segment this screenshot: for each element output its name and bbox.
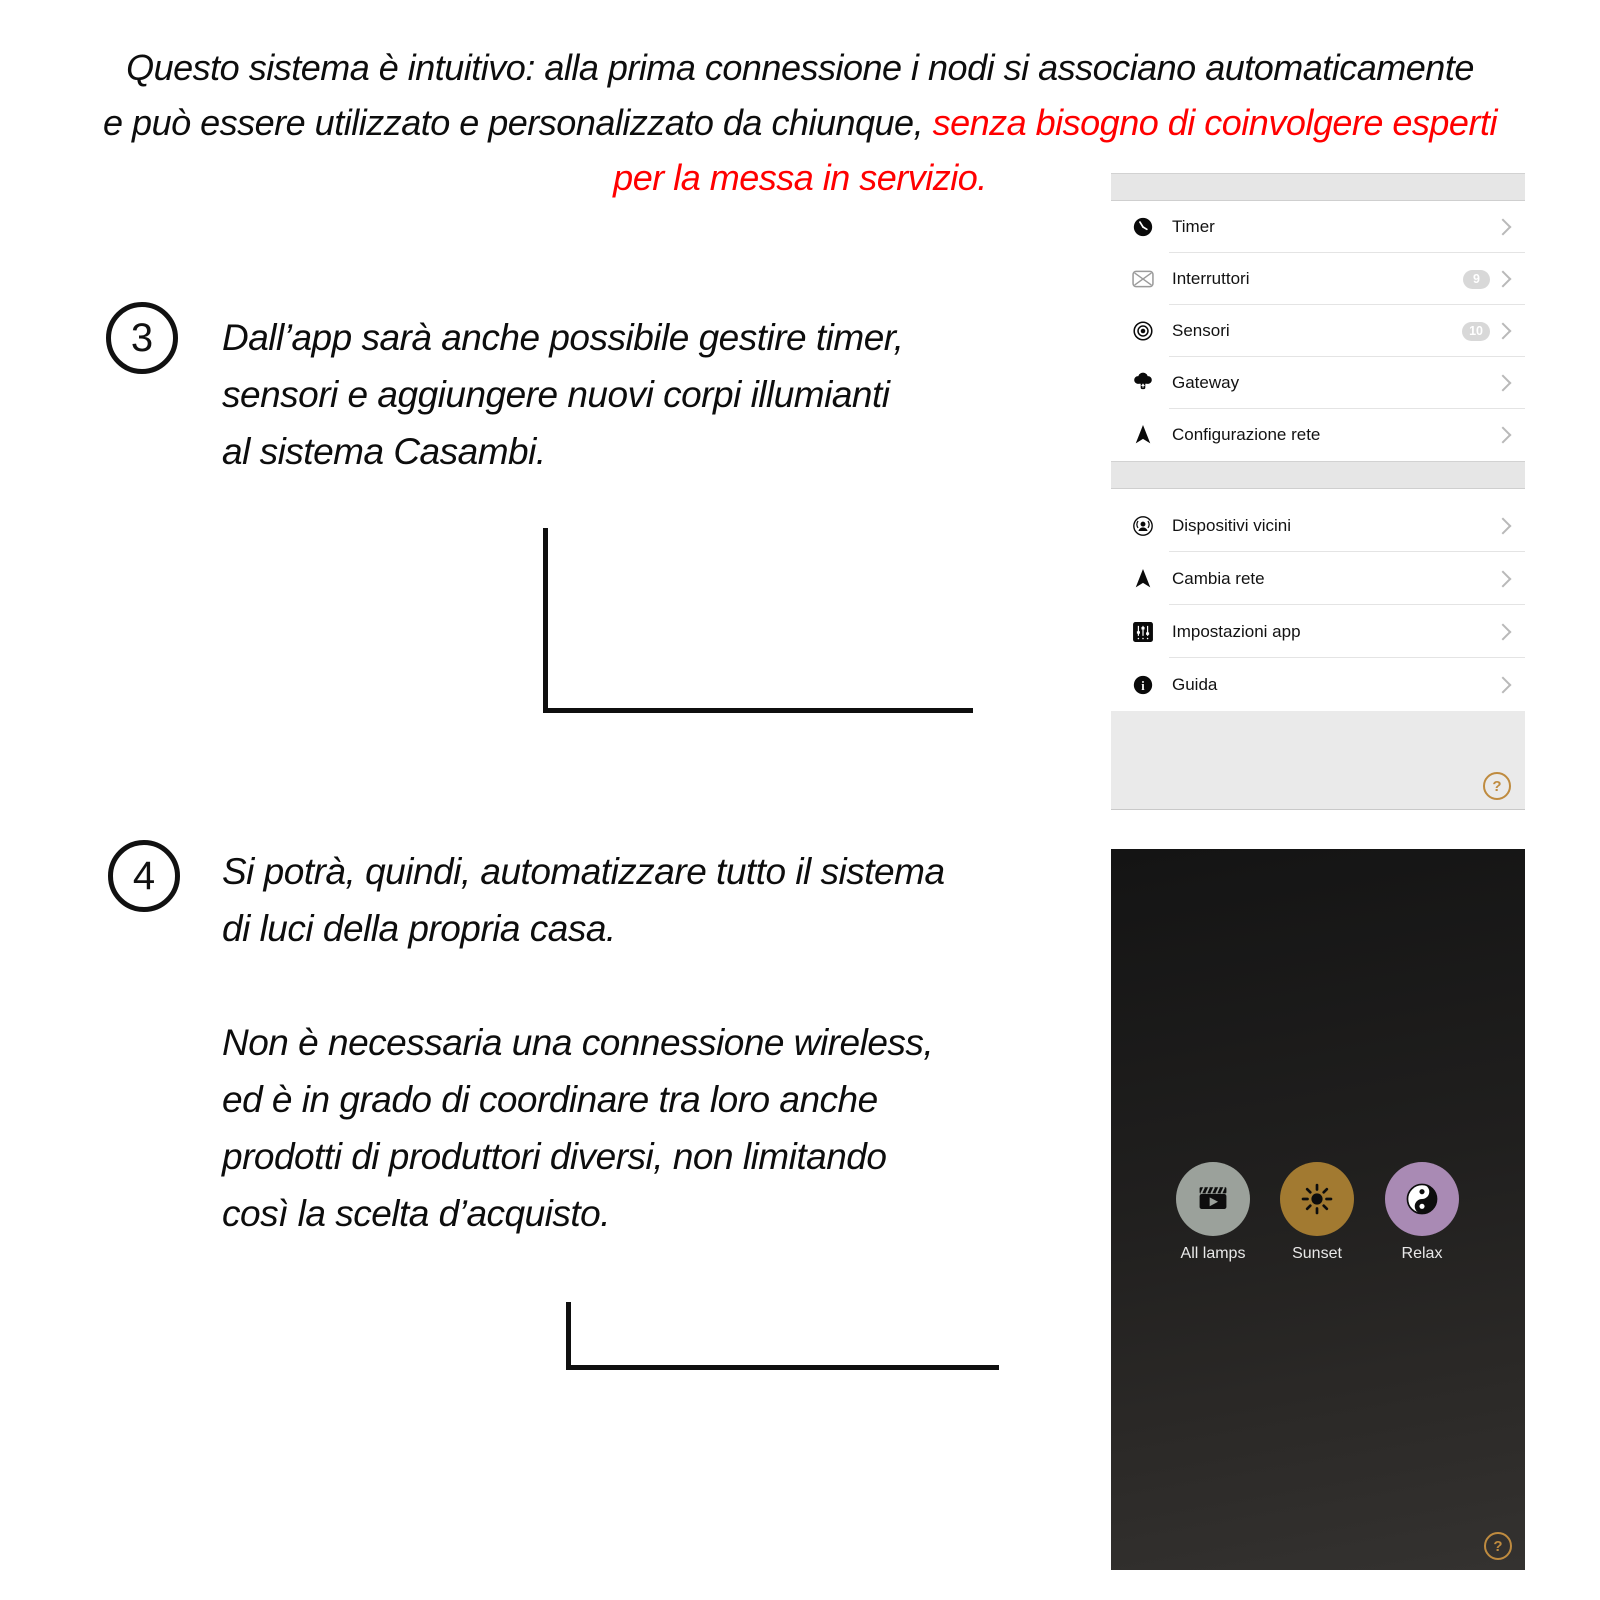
intro-line-1: Questo sistema è intuitivo: alla prima connessione i nodi si associano automaticamente (126, 47, 1474, 88)
menu-section-divider-band (1111, 461, 1525, 489)
chevron-right-icon (1495, 375, 1512, 392)
menu-item-label: Interruttori (1172, 269, 1250, 288)
scene-label: Sunset (1292, 1245, 1342, 1262)
scene-circle-relax[interactable] (1385, 1162, 1459, 1236)
menu-item-timer[interactable] (1111, 201, 1525, 253)
app-scenes-screenshot (1111, 849, 1525, 1570)
step-4-number: 4 (132, 853, 156, 898)
menu-item-label: Cambia rete (1172, 568, 1265, 588)
menu-item-dispositivi-vicini[interactable] (1111, 499, 1525, 552)
menu-item-impostazioni-app[interactable] (1111, 605, 1525, 658)
timer-icon (1129, 213, 1157, 241)
chevron-right-icon (1495, 570, 1512, 587)
menu-item-label: Impostazioni app (1172, 621, 1301, 641)
sun-icon (1298, 1180, 1336, 1218)
menu-header-band (1111, 173, 1525, 201)
scene-circle-sunset[interactable] (1280, 1162, 1354, 1236)
intro-line-3: per la messa in servizio. (613, 157, 987, 198)
connector-line-2-horizontal (566, 1365, 999, 1370)
clapperboard-icon (1194, 1180, 1232, 1218)
menu-item-label: Sensori (1172, 321, 1230, 340)
chevron-right-icon (1495, 517, 1512, 534)
step-3-text: Dall’app sarà anche possibile gestire timer, sensori e aggiungere nuovi corpi illumianti al sistema Casambi. (222, 317, 904, 472)
connector-line-2-vertical (566, 1302, 571, 1370)
menu-item-cambia-rete[interactable] (1111, 552, 1525, 605)
nearby-devices-icon (1129, 512, 1157, 540)
connector-line-1-horizontal (543, 708, 973, 713)
menu-item-label: Configurazione rete (1172, 425, 1321, 444)
count-badge: 10 (1462, 322, 1490, 341)
gateway-icon (1129, 369, 1157, 397)
connector-line-1-vertical (543, 528, 548, 713)
menu-item-guida[interactable] (1111, 658, 1525, 711)
step-4-text-paragraph-1: Si potrà, quindi, automatizzare tutto il sistema di luci della propria casa. (222, 851, 945, 949)
chevron-right-icon (1495, 271, 1512, 288)
count-badge: 9 (1463, 270, 1490, 289)
intro-line-2-red: senza bisogno di coinvolgere esperti (932, 102, 1497, 143)
menu-item-label: Timer (1172, 217, 1215, 236)
menu-item-sensori[interactable] (1111, 305, 1525, 357)
step-4-number-badge (108, 840, 180, 912)
scene-all-lamps[interactable] (1153, 1162, 1273, 1263)
help-button-dark[interactable]: ? (1484, 1532, 1512, 1560)
menu-item-label: Gateway (1172, 373, 1240, 392)
scene-label: Relax (1401, 1245, 1443, 1262)
menu-section-1 (1111, 201, 1525, 461)
nav-arrow-icon (1129, 421, 1157, 449)
menu-item-gateway[interactable] (1111, 357, 1525, 409)
step-4-text-paragraph-2: Non è necessaria una connessione wireless, ed è in grado di coordinare tra loro anche prodotti di produttori diversi, non limitando così la scelta d’acquisto. (222, 1022, 934, 1234)
menu-item-label: Guida (1172, 674, 1218, 694)
scene-sunset[interactable] (1257, 1162, 1377, 1263)
info-icon (1129, 671, 1157, 699)
menu-item-label: Dispositivi vicini (1172, 515, 1292, 535)
app-menu-screenshot (1111, 173, 1525, 810)
intro-line-2: e può essere utilizzato e personalizzato da chiunque, senza bisogno di coinvolgere esperti (103, 102, 1497, 143)
chevron-right-icon (1495, 623, 1512, 640)
step-3-number-badge (106, 302, 178, 374)
help-button[interactable]: ? (1483, 772, 1511, 800)
nav-arrow-icon (1129, 565, 1157, 593)
svg-text:i: i (1141, 678, 1145, 693)
switch-icon (1129, 265, 1157, 293)
scene-circle-all-lamps[interactable] (1176, 1162, 1250, 1236)
yin-yang-icon (1403, 1180, 1441, 1218)
chevron-right-icon (1495, 427, 1512, 444)
menu-footer (1111, 711, 1525, 810)
step-3-number: 3 (130, 315, 154, 360)
chevron-right-icon (1495, 219, 1512, 236)
scene-relax[interactable] (1362, 1162, 1482, 1263)
menu-item-configurazione-rete[interactable] (1111, 409, 1525, 461)
menu-item-interruttori[interactable] (1111, 253, 1525, 305)
scene-label: All lamps (1180, 1245, 1246, 1262)
sensor-icon (1129, 317, 1157, 345)
menu-section-2 (1111, 489, 1525, 711)
chevron-right-icon (1495, 676, 1512, 693)
chevron-right-icon (1495, 323, 1512, 340)
sliders-icon (1129, 618, 1157, 646)
